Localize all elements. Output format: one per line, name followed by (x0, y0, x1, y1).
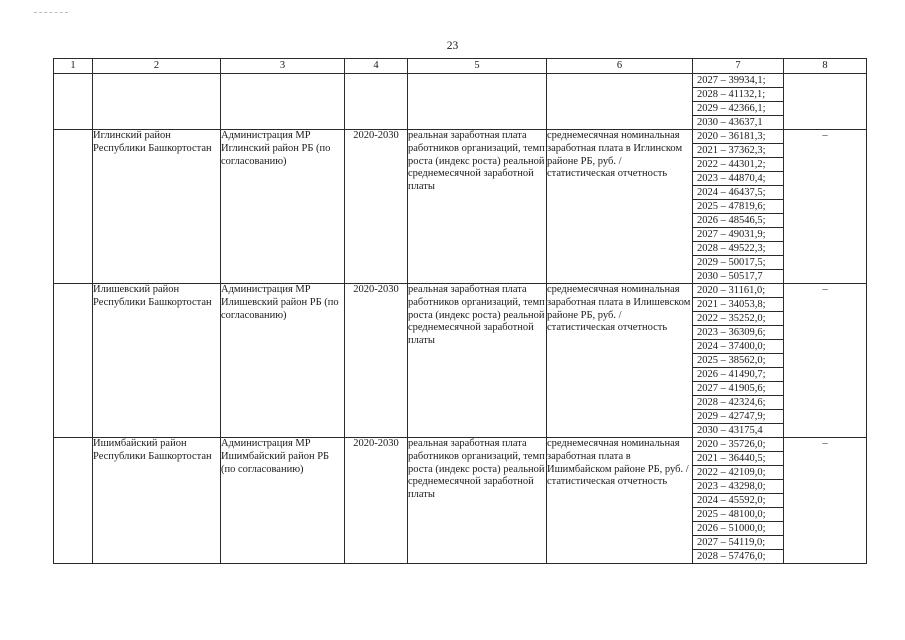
value-line: 2028 – 42324,6; (693, 396, 783, 410)
indicator-cell: реальная заработная плата работников организаций, темп роста (индекс роста) реальной среднемесячной заработной платы (408, 130, 547, 284)
value-line: 2022 – 35252,0; (693, 312, 783, 326)
value-line: 2025 – 47819,6; (693, 200, 783, 214)
source-cell: среднемесячная номинальная заработная плата в Ишимбайском районе РБ, руб. / статистическая отчетность (547, 438, 693, 564)
values-cell (693, 438, 784, 564)
value-line: 2020 – 36181,3; (693, 130, 783, 144)
value-line: 2023 – 36309,6; (693, 326, 783, 340)
value-line: 2027 – 41905,6; (693, 382, 783, 396)
district-cell: Илишевский район Республики Башкортостан (93, 284, 221, 438)
source-cell: среднемесячная номинальная заработная плата в Иглинском районе РБ, руб. / статистическая отчетность (547, 130, 693, 284)
indicator-cell: реальная заработная плата работников организаций, темп роста (индекс роста) реальной среднемесячной заработной платы (408, 438, 547, 564)
values-cell (693, 284, 784, 438)
value-line: 2030 – 50517,7 (697, 271, 763, 282)
executor-cell: Администрация МР Ишимбайский район РБ (по согласованию) (221, 438, 345, 564)
col8-cell: – (784, 284, 867, 438)
header-cell: 7 (693, 59, 784, 74)
header-row (54, 59, 867, 74)
value-line: 2024 – 37400,0; (693, 340, 783, 354)
value-line: 2025 – 38562,0; (693, 354, 783, 368)
value-line: 2023 – 44870,4; (693, 172, 783, 186)
header-cell: 6 (547, 59, 693, 74)
value-line: 2020 – 35726,0; (693, 438, 783, 452)
value-line: 2022 – 44301,2; (693, 158, 783, 172)
value-line: 2027 – 54119,0; (693, 536, 783, 550)
value-line: 2029 – 42366,1; (693, 102, 783, 116)
values-cell (693, 130, 784, 284)
value-line: 2021 – 36440,5; (693, 452, 783, 466)
header-cell: 3 (221, 59, 345, 74)
value-line: 2020 – 31161,0; (693, 284, 783, 298)
value-line: 2026 – 48546,5; (693, 214, 783, 228)
executor-cell: Администрация МР Илишевский район РБ (по согласованию) (221, 284, 345, 438)
value-line: 2026 – 51000,0; (693, 522, 783, 536)
value-line: 2028 – 49522,3; (693, 242, 783, 256)
value-line: 2021 – 34053,8; (693, 298, 783, 312)
district-cell: Ишимбайский район Республики Башкортостан (93, 438, 221, 564)
col8-cell: – (784, 438, 867, 564)
value-line: 2028 – 57476,0; (697, 551, 766, 562)
program-table (53, 58, 867, 564)
source-cell: среднемесячная номинальная заработная плата в Илишевском районе РБ, руб. / статистическая отчетность (547, 284, 693, 438)
value-line: 2026 – 41490,7; (693, 368, 783, 382)
value-line: 2029 – 50017,5; (693, 256, 783, 270)
value-line: 2028 – 41132,1; (693, 88, 783, 102)
table-row (54, 438, 867, 564)
table-row (54, 284, 867, 438)
continuation-row (54, 74, 867, 130)
district-cell: Иглинский район Республики Башкортостан (93, 130, 221, 284)
value-line: 2027 – 39934,1; (693, 74, 783, 88)
value-line: 2030 – 43637,1 (697, 117, 763, 128)
col8-cell: – (784, 130, 867, 284)
period-cell: 2020-2030 (345, 438, 408, 564)
value-line: 2024 – 45592,0; (693, 494, 783, 508)
scan-corner-mark (34, 12, 68, 16)
value-line: 2025 – 48100,0; (693, 508, 783, 522)
page-number: 23 (446, 40, 459, 52)
executor-cell: Администрация МР Иглинский район РБ (по согласованию) (221, 130, 345, 284)
header-cell: 1 (54, 59, 93, 74)
value-line: 2021 – 37362,3; (693, 144, 783, 158)
table-row (54, 130, 867, 284)
value-line: 2023 – 43298,0; (693, 480, 783, 494)
header-cell: 8 (784, 59, 867, 74)
value-line: 2027 – 49031,9; (693, 228, 783, 242)
indicator-cell: реальная заработная плата работников организаций, темп роста (индекс роста) реальной среднемесячной заработной платы (408, 284, 547, 438)
value-line: 2029 – 42747,9; (693, 410, 783, 424)
values-cell (693, 74, 784, 130)
header-cell: 4 (345, 59, 408, 74)
value-line: 2022 – 42109,0; (693, 466, 783, 480)
header-cell: 5 (408, 59, 547, 74)
value-line: 2024 – 46437,5; (693, 186, 783, 200)
value-line: 2030 – 43175,4 (697, 425, 763, 436)
header-cell: 2 (93, 59, 221, 74)
period-cell: 2020-2030 (345, 284, 408, 438)
period-cell: 2020-2030 (345, 130, 408, 284)
